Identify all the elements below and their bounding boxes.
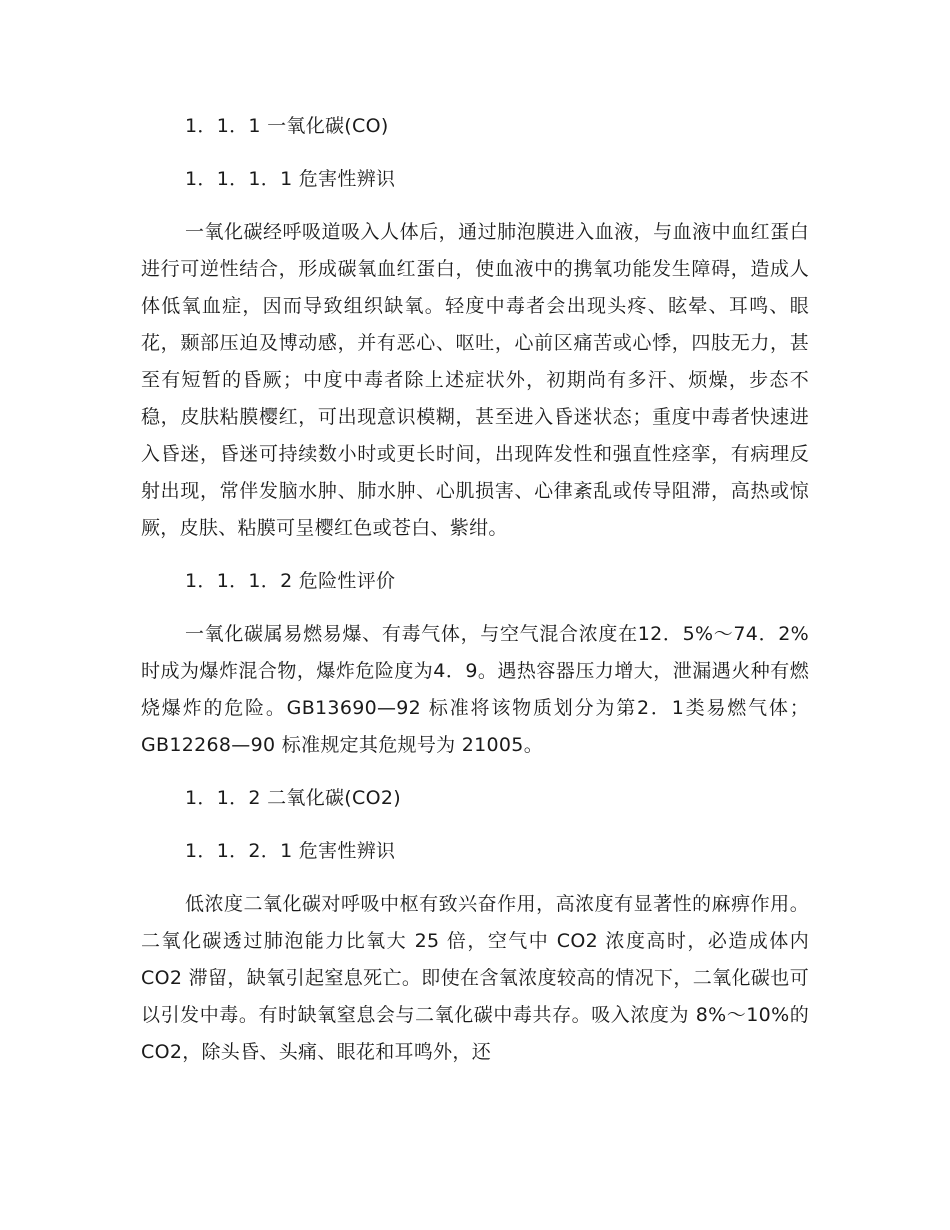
section-heading-co2: 1．1．2 二氧化碳(CO2) [185, 787, 401, 809]
subsection-heading-co-risk-evaluation: 1．1．1．2 危险性评价 [185, 570, 396, 592]
subsection-heading-co2-hazard-identification: 1．1．2．1 危害性辨识 [185, 840, 396, 862]
paragraph-co-risk-evaluation: 一氧化碳属易燃易爆、有毒气体，与空气混合浓度在12．5%～74．2%时成为爆炸混合物，爆炸危险度为4．9。遇热容器压力增大，泄漏遇火种有燃烧爆炸的危险。GB13690—92 标准将该物质划分为第2．1类易燃气体；GB12268—90 标准规定其危规号为 21005。 [141, 623, 809, 756]
paragraph-co-hazard-identification: 一氧化碳经呼吸道吸入人体后，通过肺泡膜进入血液，与血液中血红蛋白进行可逆性结合，形成碳氧血红蛋白，使血液中的携氧功能发生障碍，造成人体低氧血症，因而导致组织缺氧。轻度中毒者会出现头疼、眩晕、耳鸣、眼花，颞部压迫及博动感，并有恶心、呕吐，心前区痛苦或心悸，四肢无力，甚至有短暂的昏厥；中度中毒者除上述症状外，初期尚有多汗、烦燥，步态不稳，皮肤粘膜樱红，可出现意识模糊，甚至进入昏迷状态；重度中毒者快速进入昏迷，昏迷可持续数小时或更长时间，出现阵发性和强直性痉挛，有病理反射出现，常伴发脑水肿、肺水肿、心肌损害、心律紊乱或传导阻滞，高热或惊厥，皮肤、粘膜可呈樱红色或苍白、紫绀。 [141, 221, 809, 539]
paragraph-co2-hazard-identification: 低浓度二氧化碳对呼吸中枢有致兴奋作用，高浓度有显著性的麻痹作用。二氧化碳透过肺泡能力比氧大 25 倍，空气中 CO2 浓度高时，必造成体内 CO2 滞留，缺氧引起窒息死亡。即使在含氧浓度较高的情况下，二氧化碳也可以引发中毒。有时缺氧窒息会与二氧化碳中毒共存。吸入浓度为 8%～10%的 CO2，除头昏、头痛、眼花和耳鸣外，还 [141, 893, 809, 1063]
document-body [141, 108, 809, 1087]
subsection-heading-co-hazard-identification: 1．1．1．1 危害性辨识 [185, 168, 396, 190]
section-heading-co: 1．1．1 一氧化碳(CO) [185, 115, 389, 137]
